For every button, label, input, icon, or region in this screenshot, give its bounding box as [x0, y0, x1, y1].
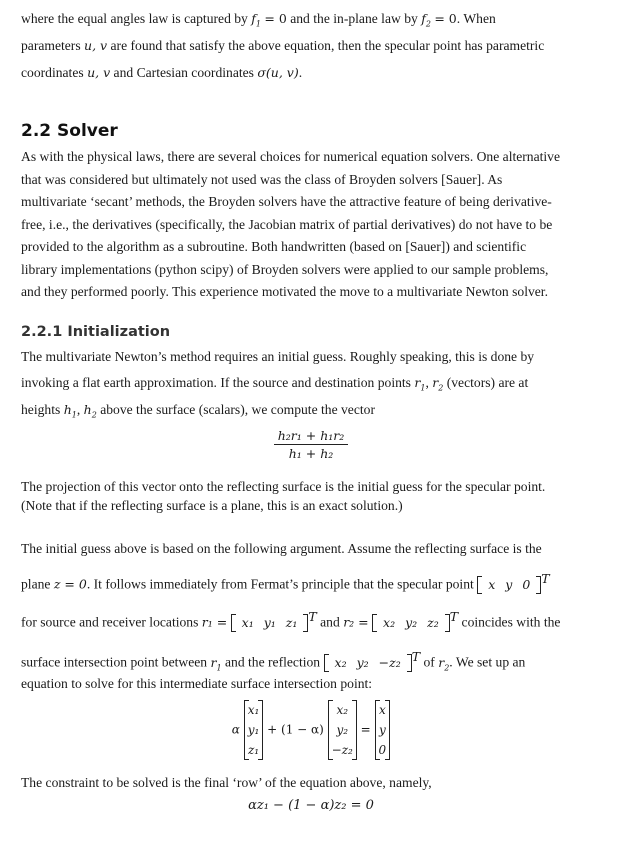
r2-vector: x₂ y₂ z₂	[372, 614, 450, 632]
fraction-numerator: h₂r₁ + h₁r₂	[274, 428, 349, 445]
text-line: and they performed poorly. This experience motivated the move to a multivariate Newton solver.	[21, 284, 548, 299]
solver-paragraph	[21, 146, 601, 304]
paragraph-laws	[21, 8, 601, 36]
text-line: heights $h_1$, $h_2$ above the surface (scalars), we compute the vector	[21, 402, 375, 420]
text-line: equation to solve for this intermediate surface intersection point:	[21, 676, 373, 691]
equation: = 0	[264, 11, 287, 26]
text: and Cartesian coordinates	[113, 65, 254, 80]
text: where the equal angles law is captured by	[21, 11, 248, 26]
uv-symbol: u, v	[87, 65, 111, 80]
paragraph-laws-line2	[21, 35, 601, 58]
text: and the in-plane law by	[290, 11, 418, 26]
section-heading-solver: 2.2 Solver	[21, 121, 118, 141]
f2-symbol: $f_2$	[421, 11, 431, 29]
specular-point-vector: x y 0	[477, 576, 541, 594]
text-line: surface intersection point between $r_1$ and the reflection x₂ y₂ −z₂ $^T$ of $r_2$. We set up an	[21, 649, 526, 673]
text-line: The initial guess above is based on the following argument. Assume the reflecting surface is the	[21, 541, 542, 556]
text-line: that was considered but ultimately not used was the class of Broyden solvers [Sauer]. As	[21, 171, 503, 187]
uv-symbol: u, v	[84, 38, 108, 53]
r1-vector: x₁ y₁ z₁	[231, 614, 309, 632]
column-vector-2: x₂ y₂ −z₂	[328, 700, 357, 760]
text-line: free, i.e., the derivatives (specifically, the Jacobian matrix of partial derivatives) do not have to be	[21, 216, 553, 232]
text-line: invoking a flat earth approximation. If the source and destination points $r_1$, $r_2$ (vectors) are at	[21, 375, 529, 393]
matrix-equation: α x₁ y₁ z₁ + (1 − α) x₂ y₂ −z₂ = x y 0	[21, 700, 601, 760]
text-line: The projection of this vector onto the reflecting surface is the initial guess for the specular point.	[21, 479, 546, 494]
constraint-equation: αz₁ − (1 − α)z₂ = 0	[248, 798, 374, 813]
column-vector-3: x y 0	[375, 700, 391, 760]
text: . When	[456, 11, 496, 26]
fraction-denominator: h₁ + h₂	[288, 446, 334, 461]
f1-symbol: $f_1$	[251, 11, 261, 29]
text-line: for source and receiver locations r₁ = x₁ y₁ z₁ $^T$ and r₂ = x₂ y₂ z₂ $^T$ coincides with the	[21, 609, 561, 631]
initial-guess-fraction	[21, 428, 601, 461]
text: .	[298, 65, 303, 80]
text: coordinates	[21, 65, 84, 80]
text-line: The multivariate Newton’s method requires an initial guess. Roughly speaking, this is done by	[21, 349, 535, 364]
reflection-vector: x₂ y₂ −z₂	[324, 654, 412, 672]
text-line: library implementations (python scipy) of Broyden solvers were applied to our sample problems,	[21, 261, 549, 277]
text-line: As with the physical laws, there are several choices for numerical equation solvers. One alternative	[21, 149, 561, 164]
paragraph-laws-line3	[21, 62, 601, 85]
plane-equation: z = 0	[53, 576, 87, 592]
equation: = 0	[434, 11, 457, 26]
section-heading-initialization: 2.2.1 Initialization	[21, 324, 171, 340]
text-line: (Note that if the reflecting surface is a plane, this is an exact solution.)	[21, 498, 403, 513]
text: parameters	[21, 38, 81, 53]
column-vector-1: x₁ y₁ z₁	[244, 700, 264, 760]
text-line: multivariate ‘secant’ methods, the Broyden solvers have the attractive feature of being derivative-	[21, 194, 552, 209]
text: are found that satisfy the above equation, then the specular point has parametric	[110, 38, 545, 53]
text-line: plane z = 0. It follows immediately from Fermat’s principle that the specular point x y 0 $^T$	[21, 571, 550, 593]
sigma-symbol: σ(u, v)	[257, 65, 299, 80]
text-line: provided to the algorithm as a subroutine. Both handwritten (based on [Sauer]) and scientific	[21, 239, 527, 254]
text-line: The constraint to be solved is the final ‘row’ of the equation above, namely,	[21, 775, 432, 790]
